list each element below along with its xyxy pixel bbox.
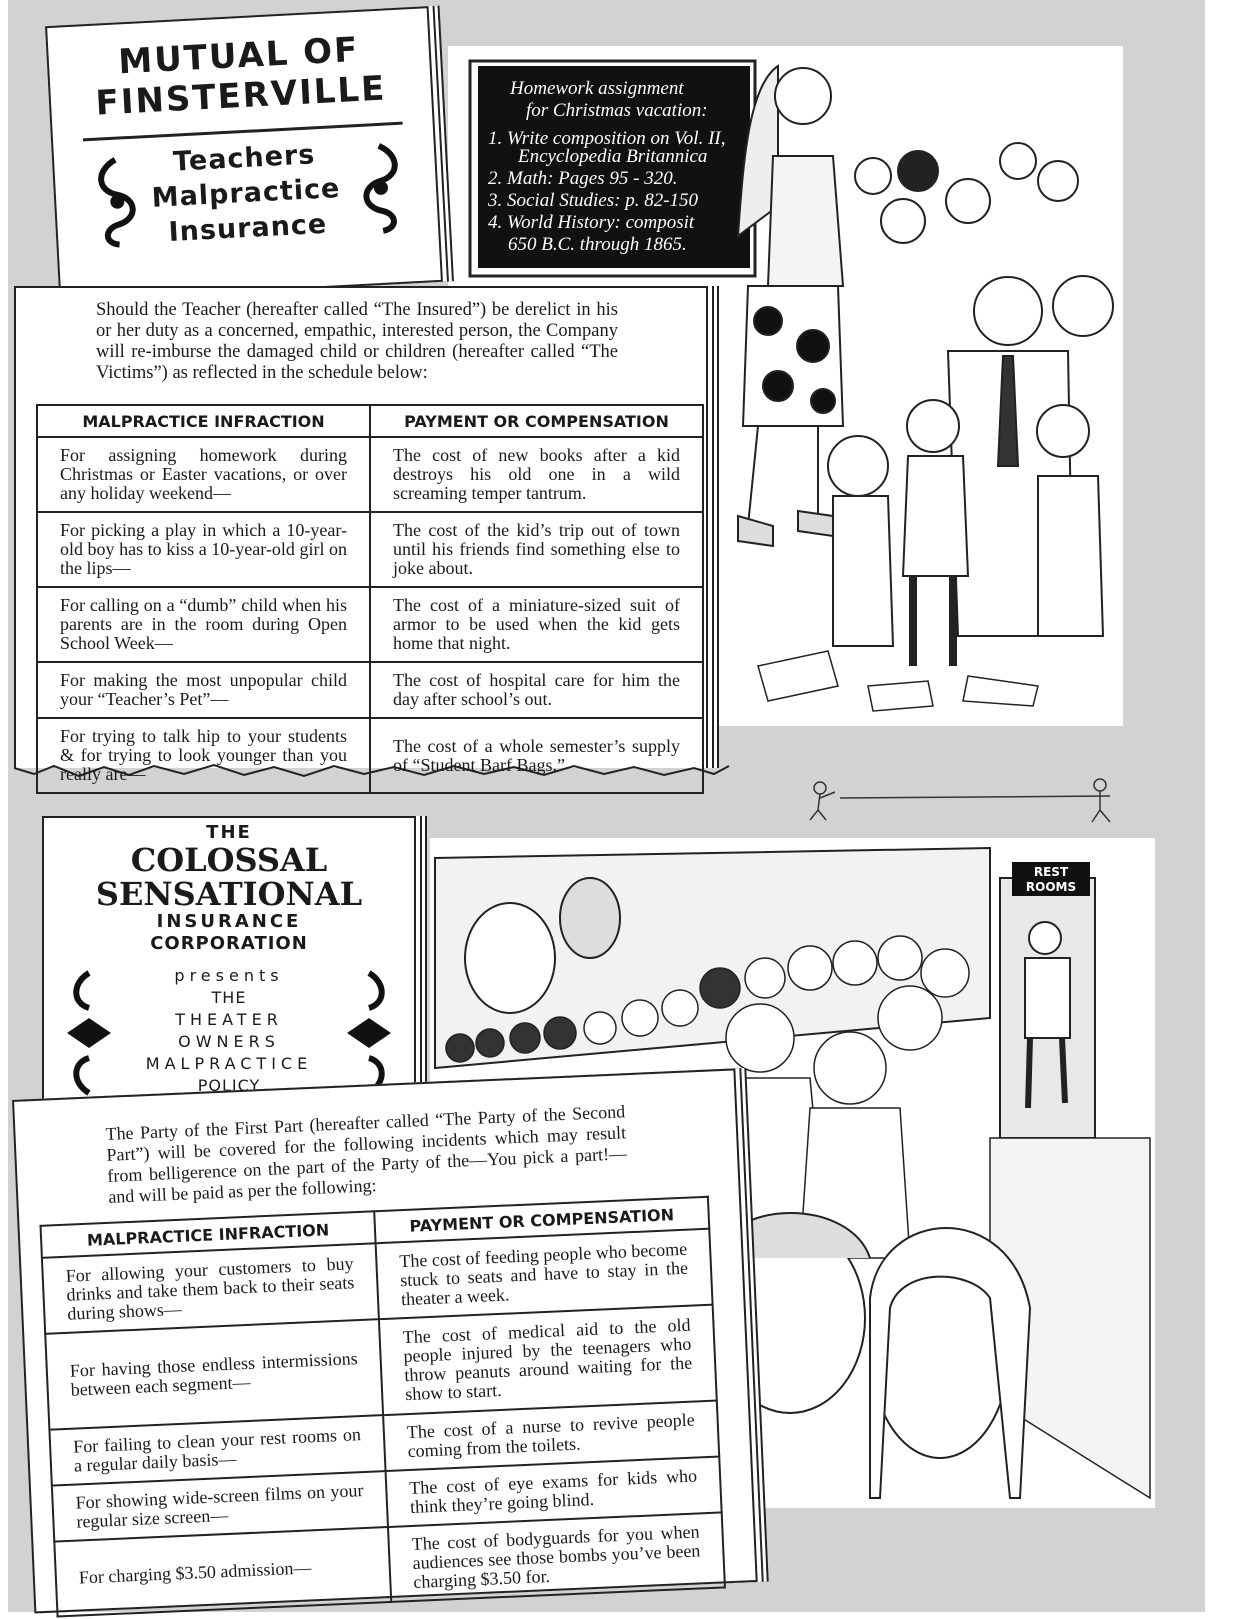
payment-cell: The cost of a whole semester’s supply of “Student Barf Bags.” <box>370 718 703 793</box>
chalk-line: Encyclopedia Britannica <box>518 146 708 167</box>
rest-rooms-sign <box>1012 862 1090 896</box>
infraction-cell: For showing wide-screen films on your regular size screen— <box>52 1471 388 1542</box>
scroll-ornament-left-icon <box>90 153 145 250</box>
chalk-line: 650 B.C. through 1865. <box>508 234 687 255</box>
column-header-payment: PAYMENT OR COMPENSATION <box>370 405 703 437</box>
presents-line: THEATER <box>175 1010 283 1029</box>
product-name-line: Malpractice <box>151 173 342 214</box>
table-row <box>37 587 703 662</box>
infraction-cell: For trying to talk hip to your students & for trying to look younger than you really are— <box>37 718 370 793</box>
column-header-payment: PAYMENT OR COMPENSATION <box>374 1197 709 1244</box>
payment-cell: The cost of new books after a kid destroys his old one in a wild screaming temper tantrum. <box>370 437 703 512</box>
bowling-doodle <box>800 770 1140 830</box>
title-the: THE <box>206 822 252 843</box>
table-row <box>37 512 703 587</box>
column-header-infraction: MALPRACTICE INFRACTION <box>41 1211 376 1258</box>
page-margin <box>1205 0 1235 1612</box>
chalk-line: 3. Social Studies: p. 82-150 <box>488 190 699 211</box>
infraction-cell: For calling on a “dumb” child when his parents are in the room during Open School Week— <box>37 587 370 662</box>
company-name-line: SENSATIONAL <box>95 875 363 913</box>
presents-line: THE <box>211 988 247 1007</box>
column-header-infraction: MALPRACTICE INFRACTION <box>37 405 370 437</box>
presents-line: MALPRACTICE <box>145 1054 313 1073</box>
scroll-ornament-left-icon <box>62 968 116 1098</box>
theater-policy-schedule <box>12 1068 758 1613</box>
product-name-line: Teachers <box>172 139 317 178</box>
malpractice-table <box>36 404 704 794</box>
presents-line: presents <box>174 966 284 985</box>
payment-cell: The cost of the kid’s trip out of town until his friends find something else to joke about. <box>370 512 703 587</box>
scroll-ornament-right-icon <box>354 140 409 237</box>
chalk-line: 4. World History: composit <box>488 212 695 233</box>
infraction-cell: For failing to clean your rest rooms on a regular daily basis— <box>49 1415 385 1486</box>
chalk-line: for Christmas vacation: <box>526 100 708 121</box>
malpractice-table <box>39 1196 726 1618</box>
torn-paper-edge <box>14 760 734 784</box>
payment-cell: The cost of bodyguards for you when audiences see those bombs you’ve been charging $3.50 for. <box>388 1512 725 1601</box>
table-row <box>37 662 703 718</box>
payment-cell: The cost of a miniature-sized suit of armor to be used when the kid gets home that night. <box>370 587 703 662</box>
sign-line: ROOMS <box>1025 880 1077 894</box>
teachers-policy-schedule <box>14 286 708 784</box>
payment-cell: The cost of medical aid to the old people injured by the teenagers who throw peanuts around waiting for the show to start. <box>379 1305 717 1415</box>
payment-cell: The cost of eye exams for kids who think they’re going blind. <box>386 1456 722 1527</box>
policy-intro-text: Should the Teacher (hereafter called “The Insured”) be derelict in his or her duty as a concerned, empathic, interested person, the Company will re-imburse the damaged child or children (hereafter called “The Victims”) as reflected in the schedule below: <box>96 300 618 383</box>
sign-line: REST <box>1033 865 1069 879</box>
infraction-cell: For making the most unpopular child your “Teacher’s Pet”— <box>37 662 370 718</box>
chalk-line: 1. Write composition on Vol. II, <box>488 128 726 149</box>
infraction-cell: For picking a play in which a 10-year-old boy has to kiss a 10-year-old girl on the lips— <box>37 512 370 587</box>
company-name-line: MUTUAL OF <box>117 29 361 83</box>
infraction-cell: For assigning homework during Christmas or Easter vacations, or over any holiday weekend— <box>37 437 370 512</box>
company-name-line: COLOSSAL <box>130 841 328 879</box>
infraction-cell: For charging $3.50 admission— <box>54 1527 391 1616</box>
teachers-insurance-title-card <box>45 6 443 302</box>
table-row <box>37 437 703 512</box>
product-name-line: Insurance <box>167 208 328 249</box>
theater-insurance-title-card <box>42 816 416 1116</box>
company-type-line: CORPORATION <box>150 933 308 954</box>
scroll-ornament-right-icon <box>342 968 396 1098</box>
company-type-line: INSURANCE <box>156 911 302 932</box>
policy-intro-text: The Party of the First Part (hereafter called “The Party of the Second Part”) will be covered for the following incidents which may result from belligerence on the part of the Party of the—You pick a part!—and will be paid as per the following: <box>105 1101 628 1207</box>
payment-cell: The cost of hospital care for him the day after school’s out. <box>370 662 703 718</box>
company-name-line: FINSTERVILLE <box>94 68 388 124</box>
payment-cell: The cost of a nurse to revive people coming from the toilets. <box>383 1401 719 1472</box>
payment-cell: The cost of feeding people who become stuck to seats and have to stay in the theater a week. <box>376 1229 713 1319</box>
chalk-line: Homework assignment <box>510 78 684 99</box>
infraction-cell: For having those endless intermissions between each segment— <box>45 1319 383 1429</box>
presents-line: OWNERS <box>178 1032 280 1051</box>
presents-line: POLICY <box>197 1076 261 1095</box>
chalk-line: 2. Math: Pages 95 - 320. <box>488 168 678 189</box>
infraction-cell: For allowing your customers to buy drinks and take them back to their seats during shows— <box>42 1243 379 1333</box>
